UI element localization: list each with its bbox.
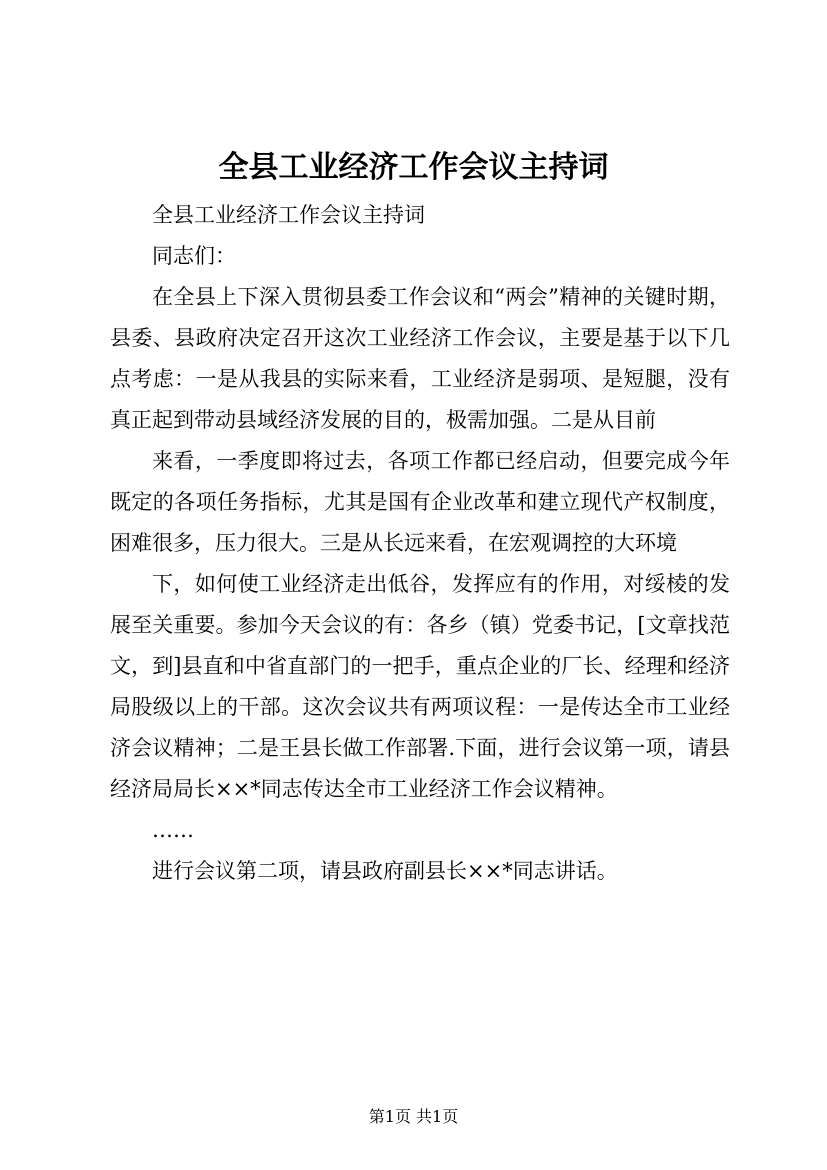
paragraph-body-3: 下，如何使工业经济走出低谷，发挥应有的作用，对绥棱的发展至关重要。参加今天会议的有：各乡（镇）党委书记，[文章找范文，到]县直和中省直部门的一把手，重点企业的厂长、经理和经济局股级以上的干部。这次会议共有两项议程：一是传达全市工业经济会议精神；二是王县长做工作部署.下面，进行会议第一项，请县经济局局长××*同志传达全市工业经济工作会议精神。 [110,572,730,801]
paragraph-ellipsis: …… [152,818,194,842]
paragraph-body-2: 来看，一季度即将过去，各项工作都已经启动，但要完成今年既定的各项任务指标，尤其是国有企业改革和建立现代产权制度，困难很多，压力很大。三是从长远来看，在宏观调控的大环境 [110,449,730,555]
document-title: 全县工业经济工作会议主持词 [218,150,609,185]
paragraph-salutation: 同志们： [152,244,236,268]
paragraph-closing: 进行会议第二项，请县政府副县长××*同志讲话。 [152,859,618,883]
paragraph-body-1: 在全县上下深入贯彻县委工作会议和“两会”精神的关键时期，县委、县政府决定召开这次工业经济工作会议，主要是基于以下几点考虑：一是从我县的实际来看，工业经济是弱项、是短腿，没有真正起到带动县域经济发展的目的，极需加强。二是从目前 [110,285,730,432]
page-footer: 第1页 共1页 [368,1107,459,1126]
document-body [110,195,730,892]
paragraph-subtitle: 全县工业经济工作会议主持词 [152,203,425,227]
